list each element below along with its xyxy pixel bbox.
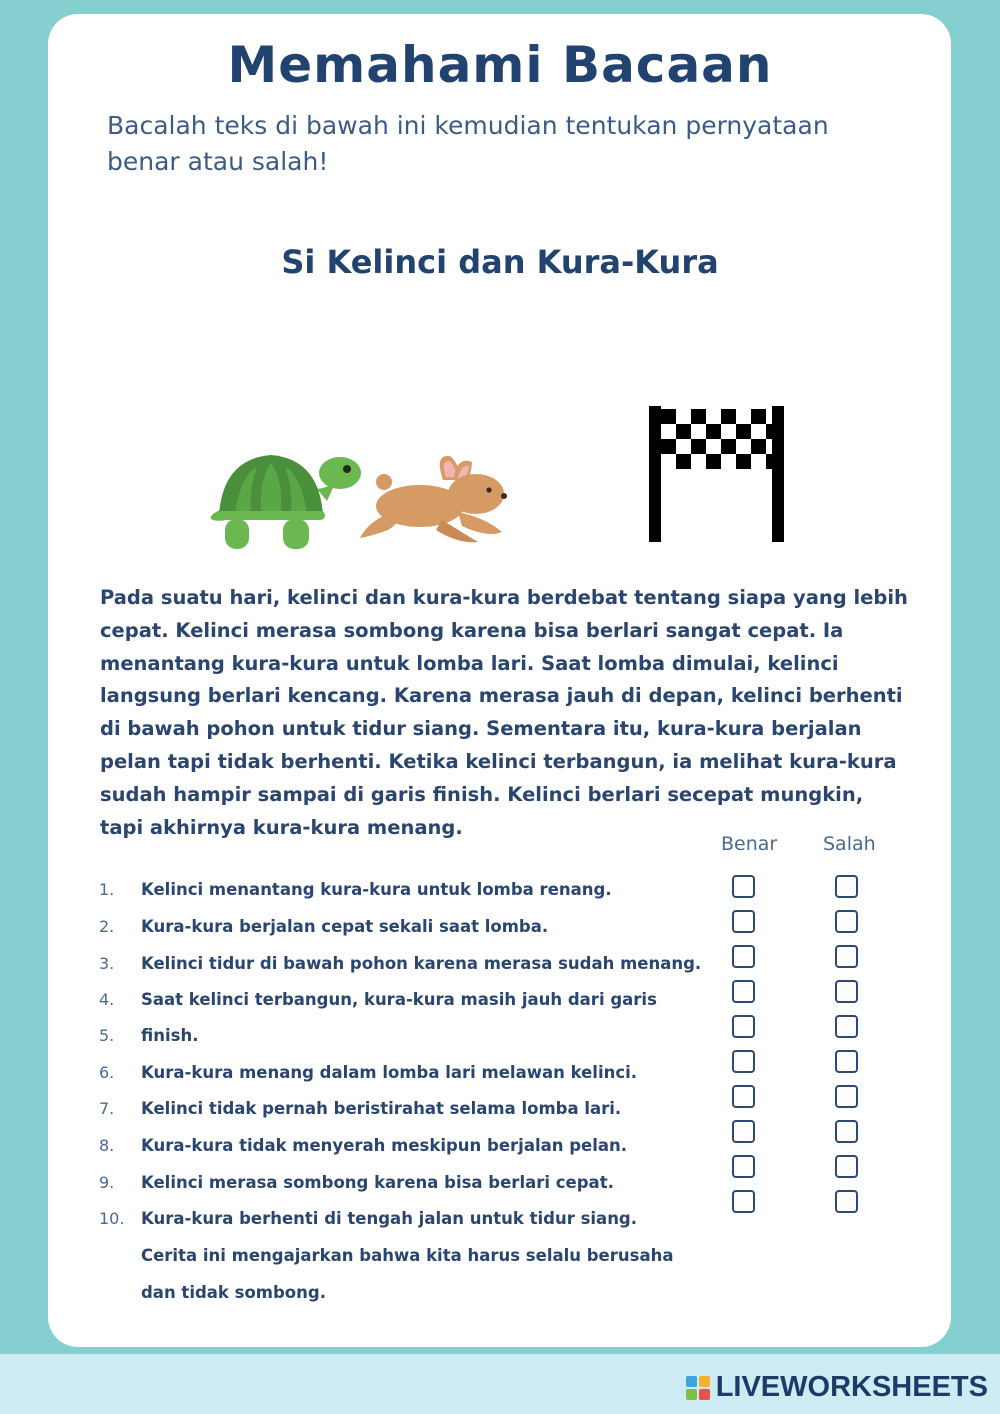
benar-checkbox-5[interactable] [732, 1015, 755, 1038]
closing-line: dan tidak sombong. [141, 1283, 326, 1302]
statement-number: 7. [99, 1099, 115, 1118]
benar-checkbox-6[interactable] [732, 1050, 755, 1073]
salah-checkbox-9[interactable] [835, 1155, 858, 1178]
footer-bar [0, 1354, 1000, 1414]
salah-checkbox-5[interactable] [835, 1015, 858, 1038]
statement-number: 4. [99, 990, 115, 1009]
statement-number: 3. [99, 954, 115, 973]
statement-text: Kura-kura tidak menyerah meskipun berjalan pelan. [141, 1136, 628, 1155]
story-passage: Pada suatu hari, kelinci dan kura-kura berdebat tentang siapa yang lebih cepat. Kelinci merasa sombong karena bisa berlari sangat cepat. Ia menantang kura-kura untuk lomba lari. Saat lomba dimulai, kelinci langsung berlari kencang. Karena merasa jauh di depan, kelinci berhenti di bawah pohon untuk tidur siang. Sementara itu, kura-kura berjalan pelan tapi tidak berhenti. Ketika kelinci terbangun, ia melihat kura-kura sudah hampir sampai di garis finish. Kelinci berlari secepat mungkin, tapi akhirnya kura-kura menang. [100, 586, 908, 839]
page-title: Memahami Bacaan [227, 36, 773, 94]
benar-checkbox-3[interactable] [732, 945, 755, 968]
benar-checkbox-10[interactable] [732, 1190, 755, 1213]
liveworksheets-logo-icon [686, 1376, 710, 1400]
salah-checkbox-2[interactable] [835, 910, 858, 933]
statement-number: 5. [99, 1026, 115, 1045]
statement-number: 6. [99, 1063, 115, 1082]
benar-checkbox-2[interactable] [732, 910, 755, 933]
salah-checkbox-6[interactable] [835, 1050, 858, 1073]
rabbit-illustration [358, 450, 510, 545]
benar-checkbox-4[interactable] [732, 980, 755, 1003]
benar-checkbox-1[interactable] [732, 875, 755, 898]
statement-number: 2. [99, 917, 115, 936]
salah-checkbox-1[interactable] [835, 875, 858, 898]
statement-number: 8. [99, 1136, 115, 1155]
statement-text: Kelinci tidur di bawah pohon karena merasa sudah menang. [141, 954, 702, 973]
brand-text: LIVEWORKSHEETS [715, 1371, 988, 1403]
salah-checkbox-4[interactable] [835, 980, 858, 1003]
salah-checkbox-3[interactable] [835, 945, 858, 968]
instruction-text: Bacalah teks di bawah ini kemudian tentukan pernyataan benar atau salah! [107, 111, 829, 176]
benar-checkbox-8[interactable] [732, 1120, 755, 1143]
benar-checkbox-7[interactable] [732, 1085, 755, 1108]
liveworksheets-brand[interactable] [686, 1371, 988, 1404]
salah-checkbox-10[interactable] [835, 1190, 858, 1213]
closing-line: Cerita ini mengajarkan bahwa kita harus selalu berusaha [141, 1246, 674, 1265]
statement-text: Kelinci menantang kura-kura untuk lomba renang. [141, 880, 612, 899]
statement-text: Saat kelinci terbangun, kura-kura masih jauh dari garis [141, 990, 657, 1009]
statement-text: Kura-kura menang dalam lomba lari melawan kelinci. [141, 1063, 638, 1082]
statement-text: Kelinci tidak pernah beristirahat selama lomba lari. [141, 1099, 622, 1118]
column-header-benar: Benar [721, 833, 778, 855]
statement-number: 9. [99, 1173, 115, 1192]
statement-text: Kura-kura berhenti di tengah jalan untuk tidur siang. [141, 1209, 638, 1228]
turtle-illustration [197, 449, 363, 551]
statement-number: 1. [99, 880, 115, 899]
finish-flag-illustration [648, 405, 786, 543]
statement-text: Kura-kura berjalan cepat sekali saat lomba. [141, 917, 549, 936]
salah-checkbox-7[interactable] [835, 1085, 858, 1108]
salah-checkbox-8[interactable] [835, 1120, 858, 1143]
statement-text: Kelinci merasa sombong karena bisa berlari cepat. [141, 1173, 614, 1192]
story-title: Si Kelinci dan Kura-Kura [281, 243, 719, 281]
column-header-salah: Salah [823, 833, 876, 855]
benar-checkbox-9[interactable] [732, 1155, 755, 1178]
statement-text: finish. [141, 1026, 199, 1045]
statement-number: 10. [99, 1209, 125, 1228]
